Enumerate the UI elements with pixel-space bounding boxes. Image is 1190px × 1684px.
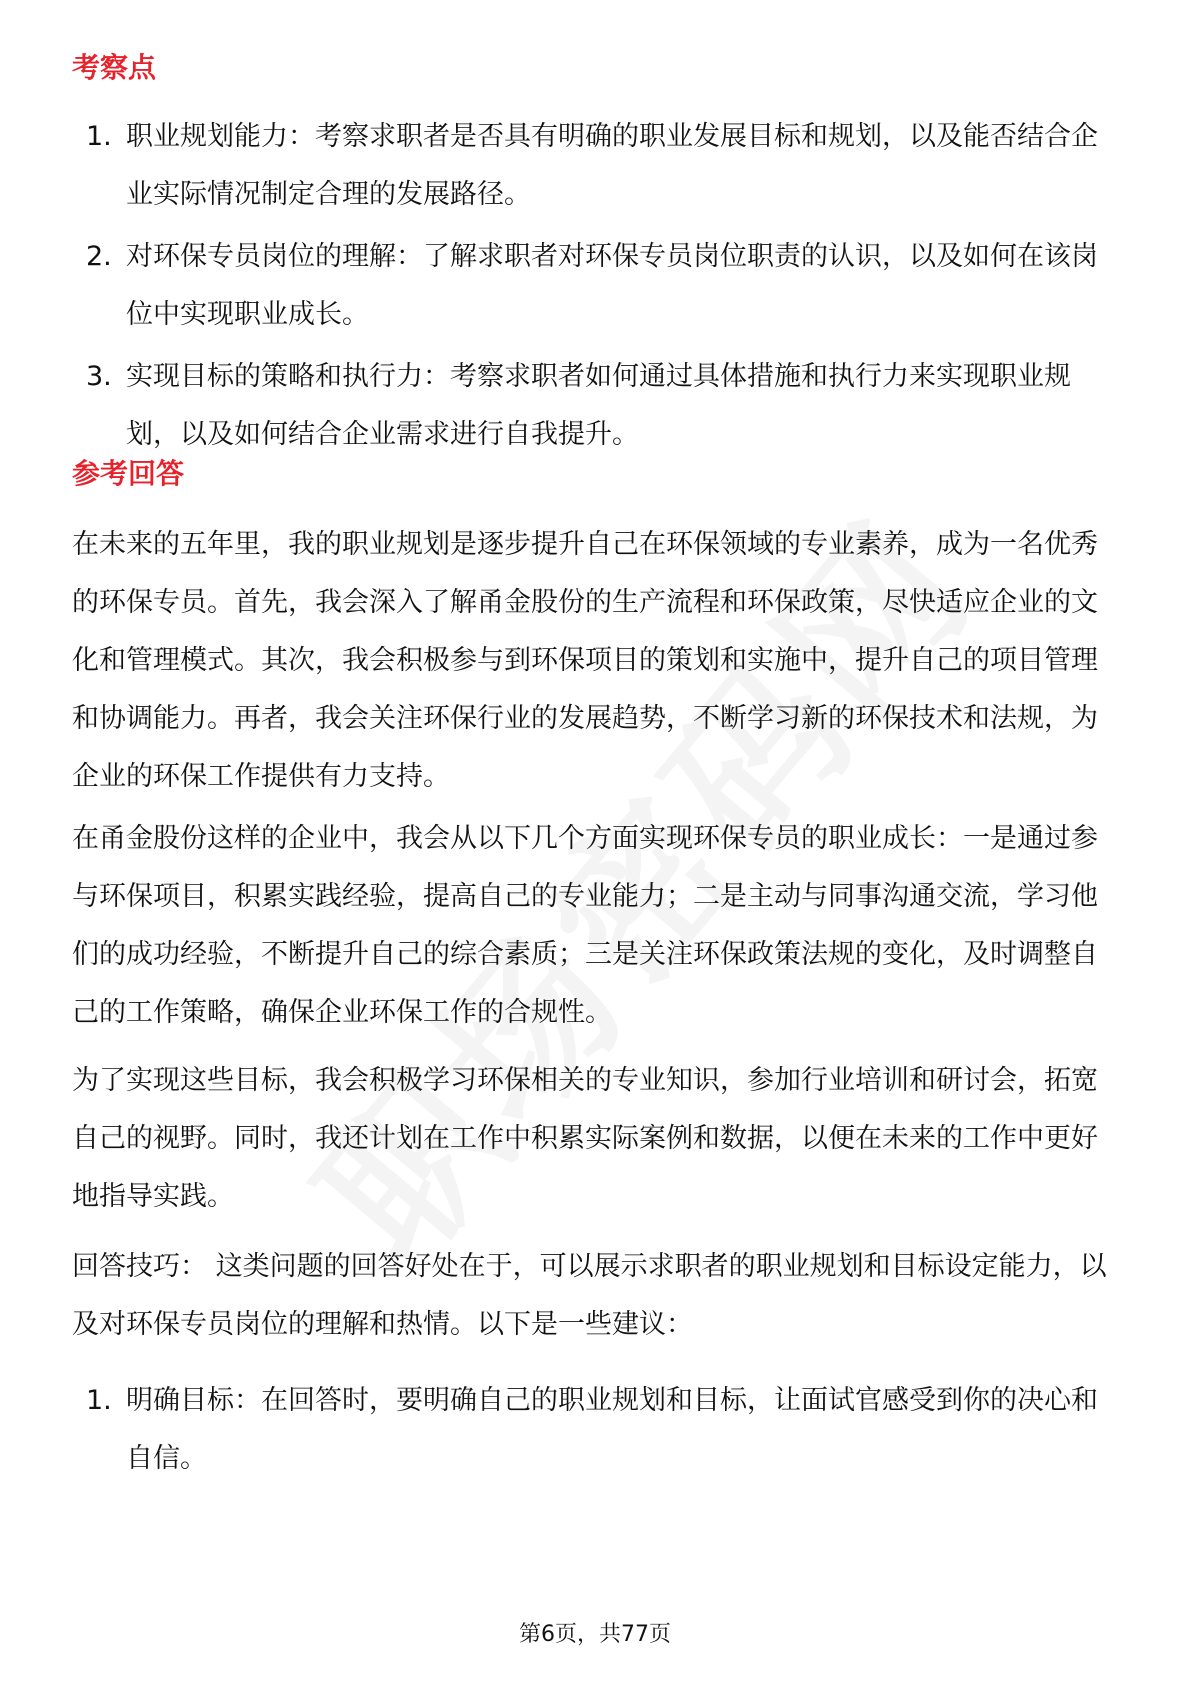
list-item-number: 2. xyxy=(86,241,112,272)
answer-paragraph: 在未来的五年里，我的职业规划是逐步提升自己在环保领域的专业素养，成为一名优秀的环保专员。首先，我会深入了解甬金股份的生产流程和环保政策，尽快适应企业的文化和管理模式。其次，我会积极参与到环保项目的策划和实施中，提升自己的项目管理和协调能力。再者，我会关注环保行业的发展趋势，不断学习新的环保技术和法规，为企业的环保工作提供有力支持。 xyxy=(72,529,1098,792)
key-points-list xyxy=(72,108,1122,468)
list-item-number: 1. xyxy=(86,121,112,152)
tips-list xyxy=(72,1372,1122,1492)
list-item-text: 明确目标：在回答时，要明确自己的职业规划和目标，让面试官感受到你的决心和自信。 xyxy=(126,1385,1098,1474)
list-item xyxy=(72,348,1122,464)
list-item xyxy=(72,1372,1122,1488)
list-item-number: 3. xyxy=(86,361,112,392)
tips-intro-paragraph: 回答技巧： 这类问题的回答好处在于，可以展示求职者的职业规划和目标设定能力，以及对环保专员岗位的理解和热情。以下是一些建议： xyxy=(72,1251,1107,1340)
list-item-text: 职业规划能力：考察求职者是否具有明确的职业发展目标和规划，以及能否结合企业实际情况制定合理的发展路径。 xyxy=(126,121,1098,210)
section-heading-key-points: 考察点 xyxy=(72,51,157,84)
list-item-text: 对环保专员岗位的理解：了解求职者对环保专员岗位职责的认识，以及如何在该岗位中实现职业成长。 xyxy=(126,241,1098,330)
list-item-number: 1. xyxy=(86,1385,112,1416)
list-item xyxy=(72,108,1122,224)
answer-paragraph: 在甬金股份这样的企业中，我会从以下几个方面实现环保专员的职业成长：一是通过参与环保项目，积累实践经验，提高自己的专业能力；二是主动与同事沟通交流，学习他们的成功经验，不断提升自己的综合素质；三是关注环保政策法规的变化，及时调整自己的工作策略，确保企业环保工作的合规性。 xyxy=(72,823,1098,1028)
list-item xyxy=(72,228,1122,344)
page-number: 第6页，共77页 xyxy=(519,1622,671,1647)
answer-paragraph: 为了实现这些目标，我会积极学习环保相关的专业知识，参加行业培训和研讨会，拓宽自己的视野。同时，我还计划在工作中积累实际案例和数据，以便在未来的工作中更好地指导实践。 xyxy=(72,1065,1098,1212)
list-item-text: 实现目标的策略和执行力：考察求职者如何通过具体措施和执行力来实现职业规划，以及如何结合企业需求进行自我提升。 xyxy=(126,361,1071,450)
section-heading-reference-answer: 参考回答 xyxy=(72,457,185,490)
